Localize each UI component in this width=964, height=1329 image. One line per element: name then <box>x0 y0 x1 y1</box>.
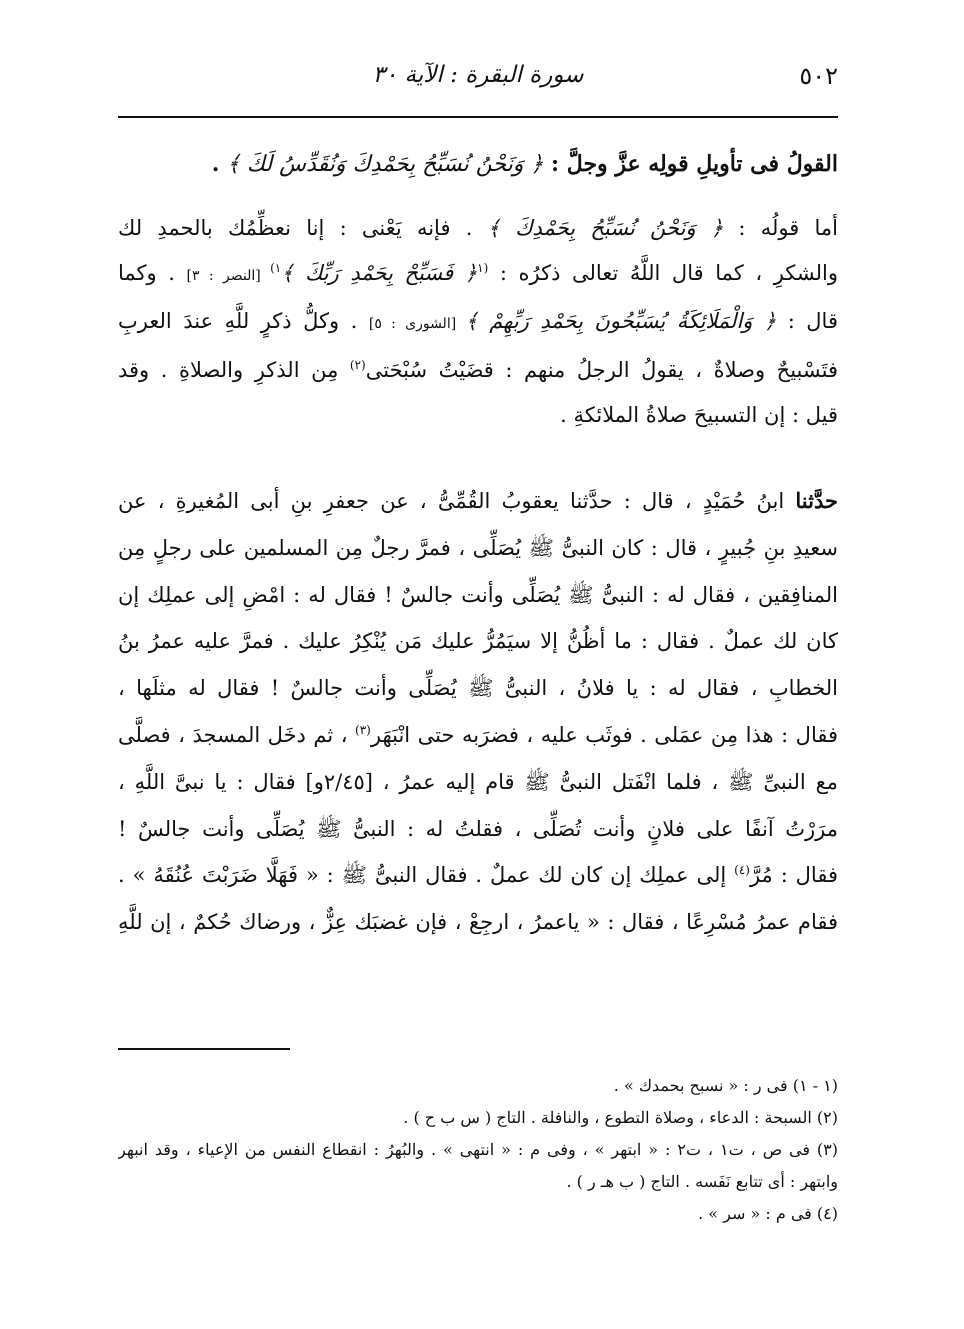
p2-line-2: سعيدِ بنِ جُبيرٍ ، قال : كان النبىُّ ﷺ يُصَلِّى ، فمرَّ رجلٌ مِن المسلمين على رجلٍ مِن <box>118 535 838 560</box>
footnote-1: (١ - ١) فى ر : « نسبح بحمدك » . <box>613 1076 838 1095</box>
p1-line-1 <box>118 206 838 251</box>
p1-l2-text-b: . وكما <box>118 261 187 286</box>
header-rule <box>118 116 838 118</box>
p1-l1-text-b: . فإنه يَعْنى : إنا نعظِّمُك بالحمدِ لك <box>118 216 488 240</box>
p2-line-9 <box>118 852 838 899</box>
p1-l3-quran: ﴿ وَالْمَلَائِكَةُ يُسَبِّحُونَ بِحَمْدِ رَبِّهِمْ ﴾ <box>465 309 777 334</box>
p2-line-8: مرَرْتُ آنفًا على فلانٍ وأنت تُصَلِّى ، فقلتُ له : النبىُّ ﷺ يُصَلِّى وأنت جالسٌ ! <box>118 816 838 841</box>
heading-lead: القولُ فى تأويلِ قولِه عزَّ وجلَّ : <box>551 151 838 177</box>
heading-end: . <box>211 151 228 177</box>
page-number: ٥٠٢ <box>799 62 838 90</box>
footnote-3-line-1: (٣) فى ص ، ت١ ، ت٢ : « ابتهر » ، وفى م : « انتهى » . والبُهرُ : انقطاع النفس من الإعياء ، وقد انبهر <box>118 1140 838 1159</box>
p1-l1-quran: ﴿ وَنَحْنُ نُسَبِّحُ بِحَمْدِكَ ﴾ <box>487 216 724 240</box>
p1-line-3 <box>118 299 838 347</box>
p2-line-6 <box>118 712 838 759</box>
p2-l9-text-a: فقال : مُرَّ <box>749 863 838 888</box>
p2-l9-text-b: إلى عملِك إن كان لك عملٌ . فقال النبىُّ ﷺ : « فَهَلَّا ضَرَبْتَ عُنُقَهُ » . <box>118 863 735 888</box>
p1-l2-text-a: والشكرِ ، كما قال اللَّهُ تعالى ذكرُه : <box>488 261 838 286</box>
p2-line-1 <box>118 478 838 525</box>
heading-quran-verse: ﴿ وَنَحْنُ نُسَبِّحُ بِحَمْدِكَ وَنُقَدِّسُ لَكَ ﴾ <box>227 152 544 177</box>
book-page <box>118 0 838 1329</box>
paragraph-1 <box>118 206 838 438</box>
footnote-rule <box>118 1048 290 1050</box>
p1-l4-text-b: مِن الذكرِ والصلاةِ . وقد <box>118 357 350 382</box>
p1-l3-text-b: . وكلُّ ذكرٍ للَّهِ عندَ العربِ <box>118 309 369 334</box>
p2-l1-text: ابنُ حُمَيْدٍ ، قال : حدَّثنا يعقوبُ القُمِّىُّ ، عن جعفرِ بنِ أبى المُغيرةِ ، عن <box>118 489 796 513</box>
p2-l6-text-a: فقال : هذا مِن عمَلى . فوثَب عليه ، فضرَبه حتى انْبَهَر <box>370 722 838 747</box>
p2-lead-word: حدَّثنا <box>795 488 838 513</box>
p2-line-3: المنافِقين ، فقال له : النبىُّ ﷺ يُصَلِّى وأنت جالسٌ ! فقال له : امْضِ إلى عملِك إن <box>118 582 838 607</box>
verse-reference-nasr: [النصر : ٣] <box>186 268 271 285</box>
p1-l2-quran: ﴿ فَسَبِّحْ بِحَمْدِ رَبِّكَ ﴾ <box>281 261 478 286</box>
p1-l3-text-a: قال : <box>776 309 838 334</box>
footnote-marker-4: (٤) <box>734 863 750 878</box>
p1-line-4 <box>118 348 838 393</box>
footnote-2: (٢) السبحة : الدعاء ، وصلاة التطوع ، والنافلة . التاج ( س ب ح ) . <box>403 1108 838 1127</box>
p2-l6-text-b: ، ثم دخَل المسجدَ ، فصلَّى <box>118 722 356 747</box>
footnote-marker-1-open: (١ <box>477 261 489 276</box>
p2-line-4: كان لك عملٌ . فقال : ما أظُنُّ إلا سيَمُرُّ عليك مَن يُنْكِرُ عليك . فمرَّ عليه عمرُ بنُ <box>118 629 838 654</box>
footnote-marker-3: (٣) <box>355 722 371 737</box>
footnote-marker-2: (٢) <box>349 357 366 372</box>
p2-line-10: فقام عمرُ مُسْرِعًا ، فقال : « ياعمرُ ، ارجِعْ ، فإن غضبَك عِزٌّ ، ورضاك حُكمٌ ، إن للَّهِ <box>118 910 838 935</box>
p2-line-5: الخطابِ ، فقال له : يا فلانُ ، النبىُّ ﷺ يُصَلِّى وأنت جالسٌ ! فقال له مثلَها ، <box>118 676 838 701</box>
p1-line-5: قيل : إن التسبيحَ صلاةُ الملائكةِ . <box>560 402 838 427</box>
footnote-3-line-2: وابتهر : أى تتابع نَفَسه . التاج ( ب هـ ر ) . <box>566 1172 838 1191</box>
paragraph-2 <box>118 478 838 946</box>
verse-reference-shura: [الشورى : ٥] <box>368 316 466 333</box>
footnotes <box>118 1070 838 1230</box>
section-heading <box>118 142 838 187</box>
footnote-marker-1-close: ١) <box>270 261 282 276</box>
p1-l4-text-a: فتَسْبيحٌ وصلاةٌ ، يقولُ الرجلُ منهم : قضَيْتُ سُبْحَتى <box>365 357 838 382</box>
running-title: سورة البقرة : الآية ٣٠ <box>372 62 584 88</box>
footnote-4: (٤) فى م : « سر » . <box>698 1204 838 1223</box>
p2-line-7: مع النبىِّ ﷺ ، فلما انْفَتل النبىُّ ﷺ قام إليه عمرُ ، [٢/٤٥و] فقال : يا نبىَّ اللَّهِ ، <box>118 769 838 794</box>
page-header <box>118 62 838 100</box>
p1-l1-text-a: أما قولُه : <box>723 216 838 240</box>
p1-line-2 <box>118 251 838 299</box>
